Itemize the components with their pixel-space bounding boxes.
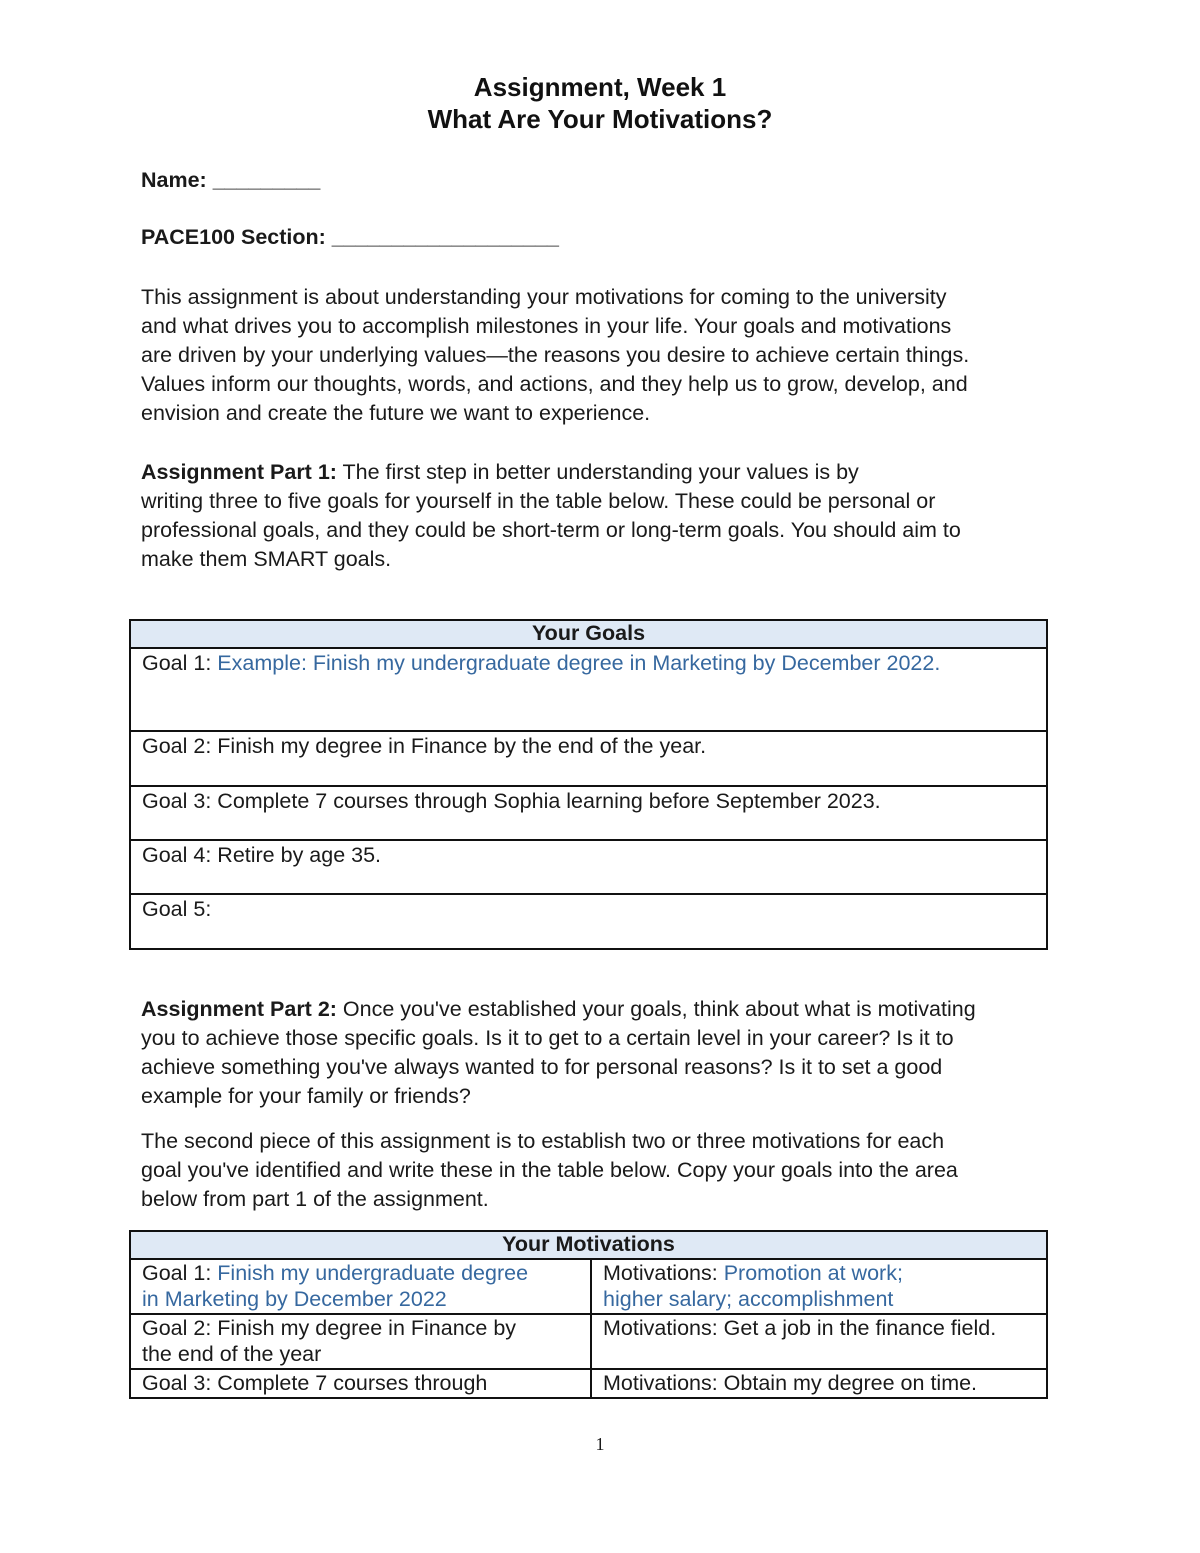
part1-line: professional goals, and they could be short-term or long-term goals. You should aim to bbox=[141, 518, 961, 542]
motivation-goal-2[interactable] bbox=[130, 1314, 591, 1369]
part2-paragraph bbox=[141, 995, 1071, 1111]
part2-first-line: Once you've established your goals, think about what is motivating bbox=[336, 997, 976, 1021]
goals-table bbox=[129, 619, 1048, 950]
intro-line: are driven by your underlying values—the reasons you desire to achieve certain things. bbox=[141, 343, 970, 367]
motivation-text: higher salary; accomplishment bbox=[603, 1287, 894, 1311]
goal-row-5[interactable]: Goal 5: bbox=[130, 894, 1047, 949]
section-field bbox=[141, 223, 1071, 252]
motivation-2[interactable]: Motivations: Get a job in the finance field. bbox=[591, 1314, 1047, 1369]
part1-line: writing three to five goals for yourself in the table below. These could be personal or bbox=[141, 489, 936, 513]
goal-value: Example: Finish my undergraduate degree in Marketing by December 2022. bbox=[217, 651, 941, 675]
goals-table-header: Your Goals bbox=[130, 620, 1047, 648]
goal-row-2[interactable]: Goal 2: Finish my degree in Finance by the end of the year. bbox=[130, 731, 1047, 786]
intro-paragraph bbox=[141, 283, 1071, 428]
part2-label: Assignment Part 2: bbox=[141, 997, 337, 1021]
goal-text: Finish my undergraduate degree bbox=[217, 1261, 529, 1285]
title-line-2: What Are Your Motivations? bbox=[427, 104, 773, 134]
title-line-1: Assignment, Week 1 bbox=[473, 72, 727, 102]
intro-line: and what drives you to accomplish milestones in your life. Your goals and motivations bbox=[141, 314, 952, 338]
goal-row-3[interactable]: Goal 3: Complete 7 courses through Sophia learning before September 2023. bbox=[130, 786, 1047, 840]
section-label: PACE100 Section: bbox=[141, 225, 326, 249]
motivation-goal-3[interactable]: Goal 3: Complete 7 courses through bbox=[130, 1369, 591, 1398]
section-blank[interactable]: ___________________ bbox=[331, 225, 559, 249]
motivation-text: Promotion at work; bbox=[723, 1261, 903, 1285]
goal-text: the end of the year bbox=[142, 1342, 322, 1366]
motivations-table bbox=[129, 1230, 1048, 1399]
motivation-goal-1[interactable] bbox=[130, 1259, 591, 1314]
goal-row-4[interactable]: Goal 4: Retire by age 35. bbox=[130, 840, 1047, 894]
goal-row-1[interactable] bbox=[130, 648, 1047, 731]
name-label: Name: bbox=[141, 168, 207, 192]
part1-paragraph bbox=[141, 458, 1071, 574]
intro-line: This assignment is about understanding your motivations for coming to the university bbox=[141, 285, 947, 309]
intro-line: envision and create the future we want to experience. bbox=[141, 401, 651, 425]
goal-text: in Marketing by December 2022 bbox=[142, 1287, 447, 1311]
goal-label: Goal 2: Finish my degree in Finance by bbox=[142, 1316, 517, 1340]
part2-line: example for your family or friends? bbox=[141, 1084, 471, 1108]
part2-instructions bbox=[141, 1127, 1071, 1214]
page-number: 1 bbox=[595, 1434, 605, 1454]
part2-para-line: goal you've identified and write these in the table below. Copy your goals into the area bbox=[141, 1158, 958, 1182]
part2-line: achieve something you've always wanted to for personal reasons? Is it to set a good bbox=[141, 1055, 943, 1079]
part1-label: Assignment Part 1: bbox=[141, 460, 337, 484]
part1-first-line: The first step in better understanding your values is by bbox=[336, 460, 859, 484]
intro-line: Values inform our thoughts, words, and actions, and they help us to grow, develop, and bbox=[141, 372, 968, 396]
part2-para-line: below from part 1 of the assignment. bbox=[141, 1187, 489, 1211]
goal-label: Goal 1: bbox=[142, 651, 218, 675]
motivation-label: Motivations: bbox=[603, 1261, 724, 1285]
goal-label: Goal 1: bbox=[142, 1261, 218, 1285]
part1-line: make them SMART goals. bbox=[141, 547, 392, 571]
part2-line: you to achieve those specific goals. Is it to get to a certain level in your career? Is it to bbox=[141, 1026, 954, 1050]
motivation-3[interactable]: Motivations: Obtain my degree on time. bbox=[591, 1369, 1047, 1398]
name-blank[interactable]: _________ bbox=[212, 168, 321, 192]
motivation-1[interactable] bbox=[591, 1259, 1047, 1314]
motivations-table-header: Your Motivations bbox=[130, 1231, 1047, 1259]
part2-para-line: The second piece of this assignment is to establish two or three motivations for each bbox=[141, 1129, 945, 1153]
name-field bbox=[141, 166, 1071, 195]
